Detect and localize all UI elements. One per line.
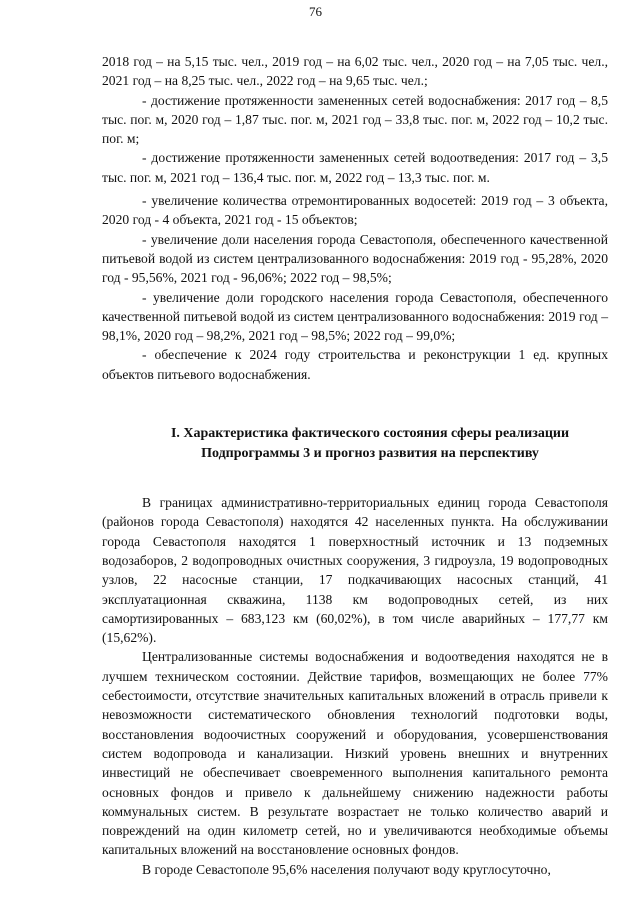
section-heading-line-2: Подпрограммы 3 и прогноз развития на перспективу	[201, 446, 539, 462]
section-heading-line-1: I. Характеристика фактического состояния сферы реализации	[170, 426, 570, 442]
paragraph: 2018 год – на 5,15 тыс. чел., 2019 год – на 6,02 тыс. чел., 2020 год – на 7,05 тыс. чел., 2021 год – на 8,25 тыс. чел., 2022 год – на 9,65 тыс. чел.;	[102, 54, 608, 89]
paragraph: В границах административно-территориальных единиц города Севастополя (районов города Севастополя) находятся 42 населенных пункта. На обслуживании города Севастополя находятся 1 поверхностный источник и 13 подземных водозаборов, 2 водопроводных очистных сооружения, 3 гидроузла, 19 водопроводных узлов, 22 насосные станции, 17 подкачивающих насосных станций, 41 эксплуатационная скважина, 1138 км водопроводных сетей, из них самортизированных – 683,123 км (60,02%), в том числе аварийных – 177,77 км (15,62%).	[102, 495, 608, 646]
list-item: - увеличение доли населения города Севастополя, обеспеченного качественной питьевой водой из систем централизованного водоснабжения: 2019 год - 95,28%, 2020 год - 95,56%, 2021 год - 96,06%; 2022 год – 98,5%;	[102, 231, 608, 286]
list-item: - увеличение доли городского населения города Севастополя, обеспеченного качественной питьевой водой из систем централизованного водоснабжения: 2019 год – 98,1%, 2020 год – 98,2%, 2021 год – 98,5%; 2022 год – 99,0%;	[102, 289, 608, 344]
section-heading	[102, 424, 608, 464]
list-item: - обеспечение к 2024 году строительства и реконструкции 1 ед. крупных объектов питьевого водоснабжения.	[102, 347, 608, 382]
paragraph: В городе Севастополе 95,6% населения получают воду круглосуточно,	[142, 861, 551, 877]
list-item: - увеличение количества отремонтированных водосетей: 2019 год – 3 объекта, 2020 год - 4 объекта, 2021 год - 15 объектов;	[102, 193, 608, 228]
document-body	[102, 52, 608, 879]
list-item: - достижение протяженности замененных сетей водоотведения: 2017 год – 3,5 тыс. пог. м, 2021 год – 136,4 тыс. пог. м, 2022 год – 13,3 тыс. пог. м.	[102, 150, 608, 185]
list-item: - достижение протяженности замененных сетей водоснабжения: 2017 год – 8,5 тыс. пог. м, 2020 год – 1,87 тыс. пог. м, 2021 год – 33,8 тыс. пог. м, 2022 год – 10,2 тыс. пог. м;	[102, 92, 608, 147]
paragraph: Централизованные системы водоснабжения и водоотведения находятся не в лучшем техническом состоянии. Действие тарифов, возмещающих не более 77% себестоимости, отсутствие значительных капитальных вложений в отрасль привели к невозможности систематического обновления технологий подготовки воды, восстановления водоочистных сооружений и оборудования, усовершенствования систем водопровода и канализации. Низкий уровень внешних и внутренних инвестиций не обеспечивает своевременного выполнения капитального ремонта основных фондов и привело к дальнейшему снижению надежности работы коммунальных систем. В результате возрастает не только количество аварий и повреждений на один километр сетей, но и увеличиваются необходимые объемы капитальных вложений на восстановление основных фондов.	[102, 649, 608, 858]
page-number: 76	[309, 4, 322, 19]
